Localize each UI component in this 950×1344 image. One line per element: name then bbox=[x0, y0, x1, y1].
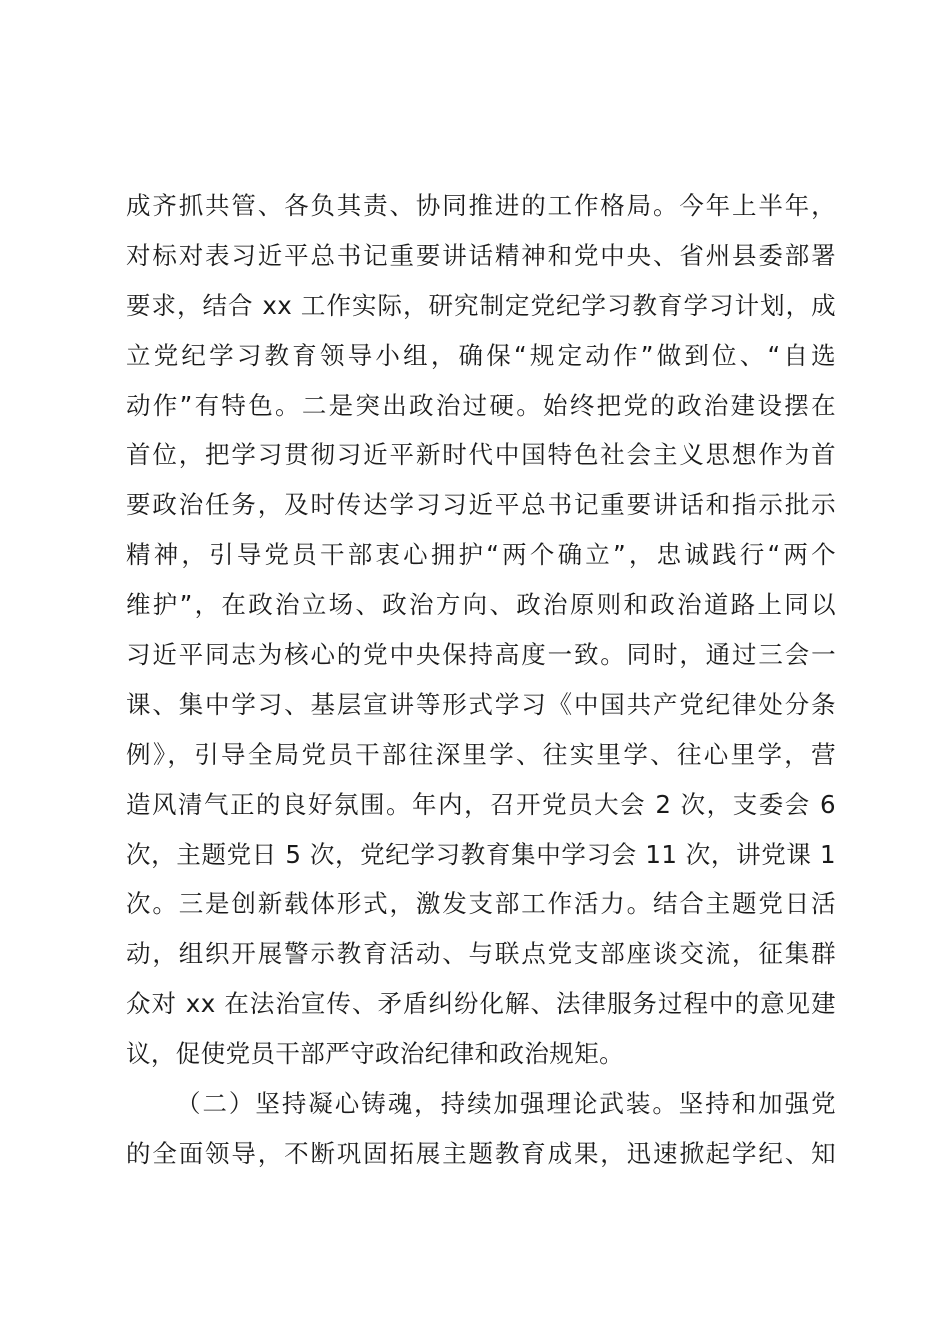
text-line: 众对 xx 在法治宣传、矛盾纠纷化解、法律服务过程中的意见建 bbox=[126, 989, 836, 1019]
text-line: 要政治任务，及时传达学习习近平总书记重要讲话和指示批示 bbox=[126, 490, 836, 520]
text-line: 对标对表习近平总书记重要讲话精神和党中央、省州县委部署 bbox=[126, 240, 836, 270]
text-line: （二）坚持凝心铸魂，持续加强理论武装。坚持和加强党 bbox=[176, 1089, 836, 1119]
text-line: 课、集中学习、基层宣讲等形式学习《中国共产党纪律处分条 bbox=[126, 689, 836, 719]
text-line: 立党纪学习教育领导小组，确保“规定动作”做到位、“自选 bbox=[126, 340, 836, 370]
text-line: 造风清气正的良好氛围。年内，召开党员大会 2 次，支委会 6 bbox=[126, 789, 836, 819]
text-line: 次。三是创新载体形式，激发支部工作活力。结合主题党日活 bbox=[126, 889, 836, 919]
text-line: 的全面领导，不断巩固拓展主题教育成果，迅速掀起学纪、知 bbox=[126, 1138, 836, 1168]
body-text bbox=[126, 181, 836, 1179]
paragraph bbox=[126, 1079, 836, 1179]
text-line: 动作”有特色。二是突出政治过硬。始终把党的政治建设摆在 bbox=[126, 390, 836, 420]
text-line: 次，主题党日 5 次，党纪学习教育集中学习会 11 次，讲党课 1 bbox=[126, 839, 836, 869]
text-line: 精神，引导党员干部衷心拥护“两个确立”，忠诚践行“两个 bbox=[126, 540, 836, 570]
text-line: 首位，把学习贯彻习近平新时代中国特色社会主义思想作为首 bbox=[126, 440, 836, 470]
text-line: 习近平同志为核心的党中央保持高度一致。同时，通过三会一 bbox=[126, 640, 836, 670]
text-line: 维护”，在政治立场、政治方向、政治原则和政治道路上同以 bbox=[126, 590, 836, 620]
text-line: 要求，结合 xx 工作实际，研究制定党纪学习教育学习计划，成 bbox=[126, 290, 836, 320]
paragraph bbox=[126, 181, 836, 1079]
text-line: 成齐抓共管、各负其责、协同推进的工作格局。今年上半年， bbox=[126, 191, 836, 220]
text-line: 议，促使党员干部严守政治纪律和政治规矩。 bbox=[126, 1039, 624, 1069]
text-line: 例》，引导全局党员干部往深里学、往实里学、往心里学，营 bbox=[126, 739, 836, 769]
text-line: 动，组织开展警示教育活动、与联点党支部座谈交流，征集群 bbox=[126, 939, 836, 969]
